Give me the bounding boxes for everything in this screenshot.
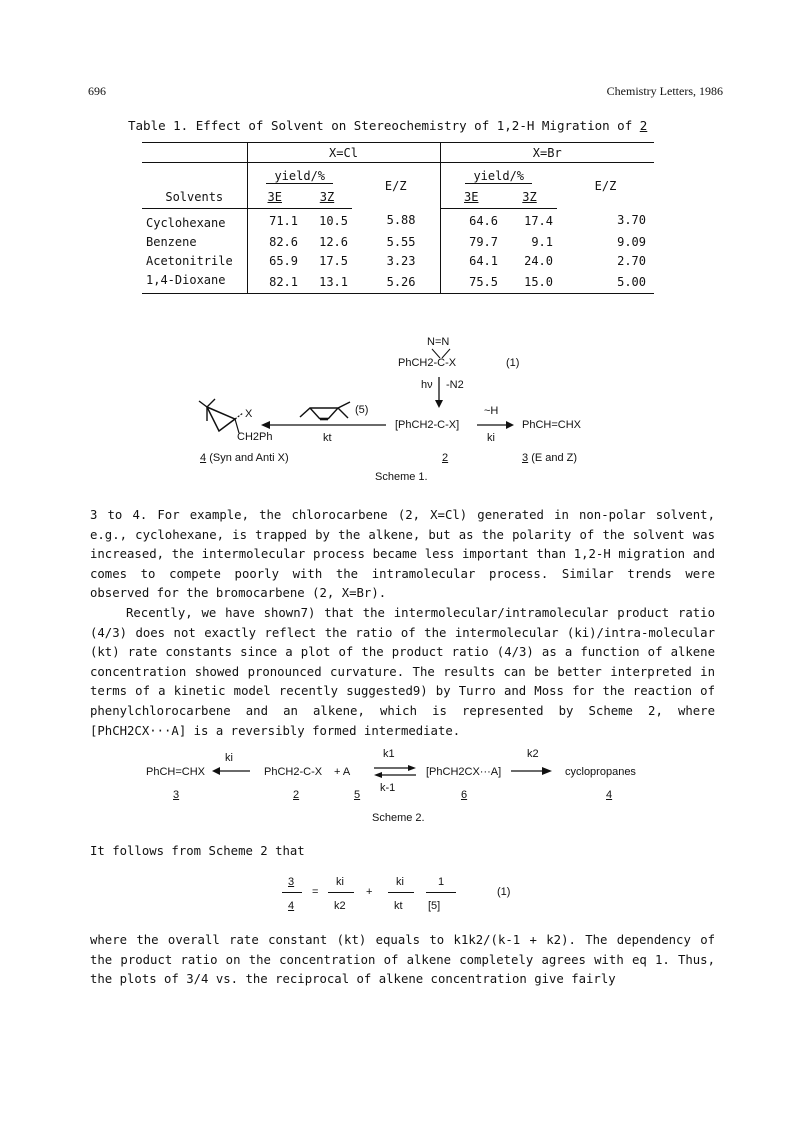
value-cell: 79.7 [440,232,502,251]
eq-term3-fraction-bar [426,892,456,893]
col-3e-br: 3E [464,190,479,204]
value-cell: 82.6 [247,232,302,251]
solvent-cell: Acetonitrile [146,253,233,268]
scheme2-num-5: 5 [354,789,361,801]
scheme2-ki-label: ki [225,752,233,764]
migration-arrow [476,420,516,430]
table-caption-text: Table 1. Effect of Solvent on Stereochemistry of 1,2-H Migration of [128,118,640,133]
value-cell: 2.70 [617,253,646,268]
value-cell: 64.1 [440,251,502,270]
eq-term2-fraction-bar [388,892,414,893]
value-cell: 3.70 [617,213,646,228]
table-row [142,251,654,270]
eq-term2-numerator: ki [396,876,404,888]
vinyl-halide-product: PhCH=CHX [522,419,581,431]
h-shift-label: ~H [484,405,499,417]
n2-loss-label: -N2 [446,379,464,391]
scheme2-complex: [PhCH2CX···A] [426,766,502,778]
scheme2-num-6: 6 [461,789,468,801]
scheme2-carbene: PhCH2-C-X [264,766,323,778]
cyclopropane-stereo: (Syn and Anti X) [209,452,289,464]
eq-lhs-denominator: 4 [288,900,295,912]
carbene-intermediate: [PhCH2-C-X] [395,419,460,431]
carbene-number: 2 [442,452,449,464]
eq-number: (1) [497,886,511,898]
follows-text: It follows from Scheme 2 that [90,844,305,858]
diazirine-nn: N=N [427,336,450,348]
value-cell: 64.6 [440,209,502,233]
eq-plus: + [366,886,373,898]
scheme2-plus-alkene: + A [334,766,351,778]
eq-term3-numerator: 1 [438,876,445,888]
scheme-2-caption: Scheme 2. [372,812,425,824]
x-substituent: X [245,408,253,420]
value-cell: 9.09 [617,234,646,249]
value-cell: 5.26 [352,270,440,294]
ez-header-cl: E/Z [384,178,407,193]
alkene-compound-number: (5) [355,404,369,416]
cyclopropane-number: 4 [200,452,207,464]
eq-term2-denominator: kt [394,900,403,912]
scheme2-migration-arrow [210,765,252,777]
value-cell: 15.0 [502,270,557,294]
photolysis-arrow [432,376,446,410]
scheme2-vinyl-product: PhCH=CHX [146,766,205,778]
value-cell: 24.0 [524,253,553,268]
eq-term1-numerator: ki [336,876,344,888]
group-header-br: X=Br [440,143,654,163]
kt-label: kt [323,432,332,444]
paragraph-3-text: where the overall rate constant (kt) equals to k1k2/(k-1 + k2). The dependency of the product ratio on the concentration of alkene completely agrees with eq 1. Thus, the plots of 3/4 vs. the reciprocal of alkene concentration give fairly [90,933,715,987]
table-row [142,270,654,294]
page-number: 696 [88,84,106,98]
scheme2-k2-label: k2 [527,748,539,760]
value-cell: 65.9 [247,251,302,270]
journal-header: Chemistry Letters, 1986 [606,84,723,98]
eq-term1-fraction-bar [328,892,354,893]
table-caption-ref: 2 [639,118,648,133]
eq-lhs-numerator: 3 [288,876,295,888]
table-row [142,209,654,233]
ez-header-br: E/Z [594,178,617,193]
scheme2-km1-label: k-1 [380,782,396,794]
scheme2-cyclopropanes: cyclopropanes [565,766,636,778]
body-paragraph-3 [90,931,715,990]
table-row [142,232,654,251]
scheme2-k2-arrow [510,765,554,777]
group-header-cl: X=Cl [247,143,440,163]
value-cell: 12.6 [319,234,348,249]
scheme2-num-3: 3 [173,789,180,801]
value-cell: 5.55 [386,234,416,249]
eq-term3-denominator: [5] [428,900,441,912]
value-cell: 5.88 [386,213,416,228]
eq-lhs-fraction-bar [282,892,302,893]
solvent-cell: 1,4-Dioxane [142,270,247,294]
vinyl-halide-stereo: (E and Z) [531,452,578,464]
paragraph-1-text: 3 to 4. For example, the chlorocarbene (2, X=Cl) generated in non-polar solvent, e.g., cyclohexane, is trapped by the alkene, but as the polarity of the solvent was increased, the intermolecular process became less important than 1,2-H migration and comes to compete poorly with the intramolecular process. Similar trends were observed for the bromocarbene (2, X=Br). [90,508,715,601]
value-cell: 13.1 [302,270,352,294]
col-3e-cl: 3E [267,190,282,204]
diazirine-compound-number: (1) [506,357,520,369]
col-3z-cl: 3Z [319,190,335,204]
equilibrium-arrows [372,764,418,780]
value-cell: 17.5 [319,253,348,268]
hv-label: hν [421,379,433,391]
value-cell: 5.00 [557,270,654,294]
ch2ph-substituent: CH2Ph [237,431,273,443]
value-cell: 10.5 [319,213,348,228]
scheme-1-caption: Scheme 1. [375,471,428,483]
ki-label: ki [487,432,495,444]
paragraph-2-text: Recently, we have shown7) that the intermolecular/intramolecular product ratio (4/3) does not exactly reflect the ratio of the intermolecular (ki)/intra-molecular (kt) rate constants since a plot of the product ratio (4/3) as a function of alkene concentration showed pronounced curvature. The results can be better interpreted in terms of a kinetic model recently suggested9) by Turro and Moss for the reaction of phenylchlorocarbene and an alkene, which is represented by Scheme 2, where [PhCH2CX···A] is a reversibly formed intermediate. [90,606,715,738]
scheme2-num-2: 2 [293,789,300,801]
yield-header-cl: yield/% [266,169,333,184]
value-cell: 71.1 [247,209,302,233]
vinyl-halide-label [522,452,577,464]
body-paragraph-1 [90,506,715,604]
body-paragraph-2 [90,604,715,741]
value-cell: 9.1 [531,234,553,249]
table-caption [128,118,647,133]
eq-term1-denominator: k2 [334,900,346,912]
yield-header-br: yield/% [465,169,532,184]
col-3z-br: 3Z [522,190,537,204]
scheme2-num-4: 4 [606,789,613,801]
scheme2-k1-label: k1 [383,748,395,760]
cyclopropane-label [200,452,289,464]
value-cell: 75.5 [440,270,502,294]
diazirine-formula: PhCH2-C-X [398,357,457,369]
value-cell: 17.4 [524,213,553,228]
value-cell: 82.1 [247,270,302,294]
value-cell: 3.23 [386,253,416,268]
solvents-header: Solvents [142,186,247,209]
vinyl-halide-number: 3 [522,452,529,464]
alkene-structure [298,400,354,422]
solvent-effect-table [142,142,654,294]
solvent-cell: Cyclohexane [146,215,226,230]
solvent-cell: Benzene [146,234,197,249]
eq-equals: = [312,886,319,898]
